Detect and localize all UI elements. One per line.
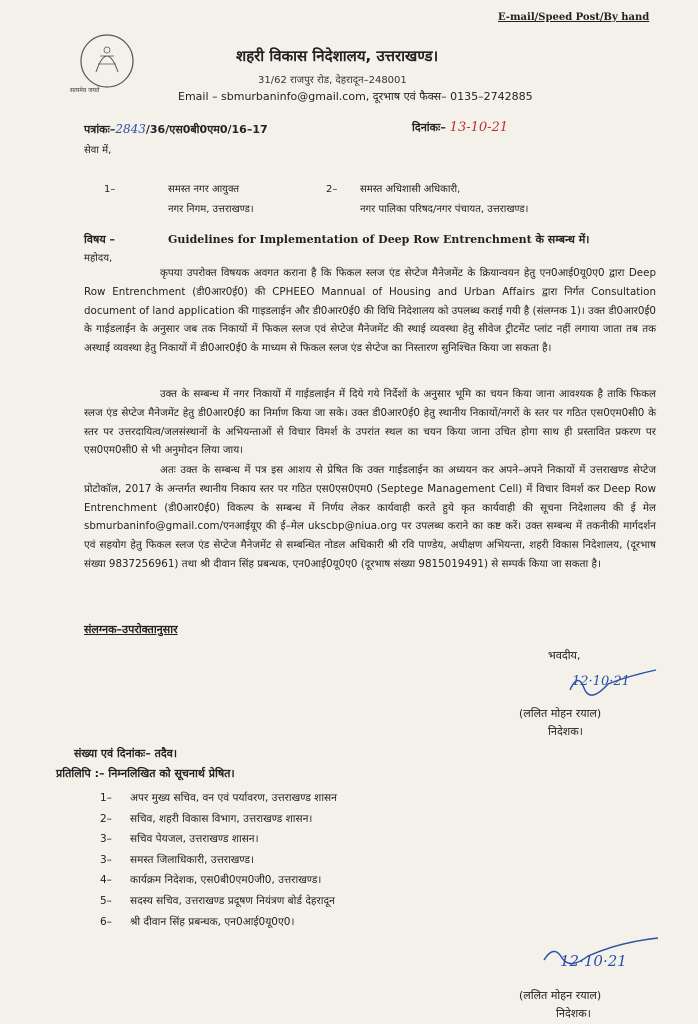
addressee-1-num: 1– [104, 184, 116, 195]
list-item: 1– अपर मुख्य सचिव, वन एवं पर्यावरण, उत्तराखण्ड शासन [100, 792, 337, 804]
signatory-2-name: (ललित मोहन रयाल) [519, 989, 602, 1002]
addressee-2: समस्त अधिशासी अधिकारी, नगर पालिका परिषद/नगर पंचायत, उत्तराखण्ड। [360, 184, 529, 215]
salutation: महोदय, [84, 253, 113, 264]
signature-2-date: 12·10·21 [560, 952, 627, 970]
list-item: 6– श्री दीवान सिंह प्रबन्धक, एन0आई0यू0ए0। [100, 915, 295, 928]
reference-number: पत्रांकः–2843/36/एस0बी0एम0/16–17 [84, 122, 268, 136]
handwritten-ref-number: 2843 [115, 122, 146, 136]
subject-label: विषय – [84, 233, 116, 246]
emblem-motto: सत्यमेव जयते [70, 87, 100, 94]
addressee-1: समस्त नगर आयुक्त नगर निगम, उत्तराखण्ड। [168, 184, 254, 215]
paragraph-3: अतः उक्त के सम्बन्ध में पत्र इस आशय से प्रेषित कि उक्त गाईडलाईन का अध्ययन कर अपने–अपने निकायों में उत्तराखण्ड सेप्टेज प्रोटोकॉल, 2017 के अन्तर्गत स्थानीय निकाय स्तर पर गठित एस0एस0एम0 (Septege Management Cell) में विचार विमर्श कर Deep Row Entrenchment (डी0आर0ई0) विकल्प के सम्बन्ध में निर्णय लेकर कार्यवाही करते हुये कृत कार्यवाही की सूचना निदेशालय की ई मेल sbmurbaninfo@gmail.com/एनआईयूए की ई–मेल ukscbp@niua.org पर उपलब्ध कराने का कष्ट करें। उक्त सम्बन्ध में तकनीकी मार्गदर्शन एवं सहयोग हेतु फिकल स्लज एंड सेप्टेज मैनेजमेंट से सम्बन्धित नोडल अधिकारी श्री रवि पाण्डेय, अधीक्षण अभियन्ता, शहरी विकास निदेशालय, (दूरभाष संख्या 9837256961) तथा श्री दीवान सिंह प्रबन्धक, एन0आई0यू0ए0 (दूरभाष संख्या 9815019491) से सम्पर्क किया जा सकता है। [84, 464, 656, 570]
signatory-2-designation: निदेशक। [556, 1007, 591, 1020]
subject-text: Guidelines for Implementation of Deep Row Entrenchment के सम्बन्ध में। [168, 233, 590, 246]
office-email-line: Email – sbmurbaninfo@gmail.com, दूरभाष एवं फैक्स– 0135–2742885 [178, 90, 533, 103]
list-item: 3– समस्त जिलाधिकारी, उत्तराखण्ड। [100, 853, 254, 866]
emblem-icon [78, 32, 136, 90]
list-item: 2– सचिव, शहरी विकास विभाग, उत्तराखण्ड शासन। [100, 812, 313, 825]
seva-mein: सेवा में, [84, 145, 112, 156]
list-item: 5– सदस्य सचिव, उत्तराखण्ड प्रदूषण नियंत्रण बोर्ड देहरादून [100, 894, 335, 907]
list-item: 3– सचिव पेयजल, उत्तराखण्ड शासन। [100, 833, 259, 846]
handwritten-date: 13-10-21 [449, 120, 509, 135]
number-and-date: संख्या एवं दिनांकः– तदैव। [74, 747, 177, 760]
addressee-2-num: 2– [326, 184, 338, 195]
signature-1-date: 12·10·21 [572, 674, 630, 689]
office-address: 31/62 राजपुर रोड, देहरादून–248001 [258, 75, 407, 86]
letter-date: दिनांकः– 13-10-21 [412, 120, 509, 135]
paragraph-2: उक्त के सम्बन्ध में नगर निकायों में गाईडलाईन में दिये गये निर्देशों के अनुसार भूमि का चयन किया जाना आवश्यक है ताकि फिकल स्लज एंड सेप्टेज मैनेजमेंट हेतु डी0आर0ई0 का निर्माण किया जा सके। उक्त डी0आर0ई0 हेतु स्थानीय निकायों/नगरों के स्तर पर गठित एस0एम0सी0 के स्तर पर उत्तरदायित्व/जलसंस्थानों के अभियन्ताओं से विचार विमर्श के उपरांत स्थल का चयन किया जाना उचित होगा साथ ही प्रस्तावित प्रकरण पर एस0एम0सी0 से भी अनुमोदन लिया जाय। [84, 388, 656, 457]
copy-heading: प्रतिलिपि :– निम्नलिखित को सूचनार्थ प्रेषित। [56, 767, 235, 780]
copy-list [100, 788, 337, 932]
dispatch-mode: E-mail/Speed Post/By hand [498, 12, 650, 23]
closing: भवदीय, [548, 649, 581, 662]
office-title: शहरी विकास निदेशालय, उत्तराखण्ड। [236, 47, 439, 65]
enclosure-note: संलग्नक–उपरोक्तानुसार [84, 623, 178, 636]
signatory-1-name: (ललित मोहन रयाल) [519, 707, 602, 720]
paragraph-1: कृपया उपरोक्त विषयक अवगत कराना है कि फिकल स्लज एंड सेप्टेज मैनेजमेंट के क्रियान्वयन हेतु एन0आई0यू0ए0 द्वारा Deep Row Entrenchment (डी0आर0ई0) की CPHEEO Mannual of Housing and Urban Affairs द्वारा निर्गत Consultation document of land application की गाइडलाईन और डी0आर0ई0 की विधि निदेशालय को उपलब्ध कराई गयी है (संलग्नक 1)। उक्त डी0आर0ई0 के गाईडलाईन के अनुसार जब तक निकायों में फिकल स्लज एवं सेप्टेज मैनेजमेंट की स्थाई व्यवस्था हेतु सीवेज ट्रीटमेंट प्लांट नहीं लगाया जाता तब तक अस्थाई व्यवस्था हेतु निकायों में डी0आर0ई0 के माध्यम से फिकल स्लज एंड सेप्टेज का निस्तारण सुनिश्चित किया जा सकता है। [84, 267, 656, 355]
signatory-1-designation: निदेशक। [548, 725, 583, 738]
list-item: 4– कार्यक्रम निदेशक, एस0बी0एम0जी0, उत्तराखण्ड। [100, 874, 322, 887]
